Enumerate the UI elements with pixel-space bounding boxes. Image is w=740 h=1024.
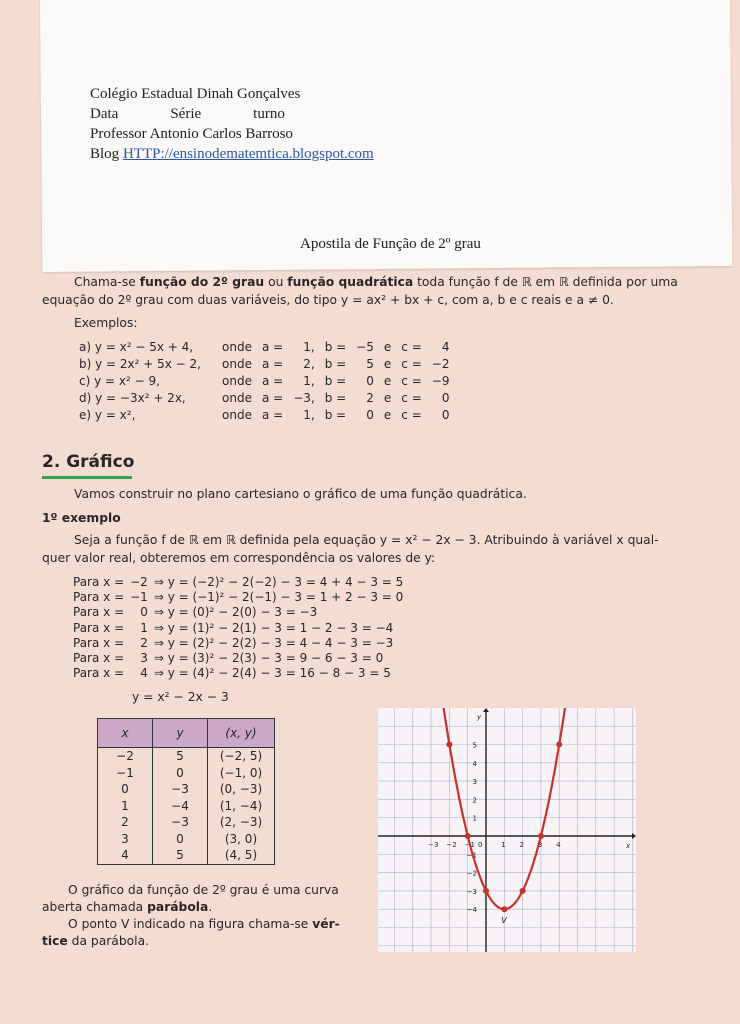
table-cell: (0, −3) xyxy=(208,781,275,798)
calc-para: Para x = xyxy=(73,651,125,666)
school-name: Colégio Estadual Dinah Gonçalves xyxy=(90,86,301,102)
example-e: e xyxy=(383,356,392,371)
example-b: 0 xyxy=(366,373,374,388)
example-b-eq: b = xyxy=(324,390,347,405)
example-row xyxy=(74,355,454,372)
table-cell: −2 xyxy=(98,748,153,765)
y-tick-label: 4 xyxy=(472,759,477,768)
table-cell: (3, 0) xyxy=(208,831,275,848)
table-cell: −4 xyxy=(153,798,208,815)
example-a-eq: a = xyxy=(261,356,284,371)
table-row xyxy=(98,831,275,848)
example-b-eq: b = xyxy=(324,356,347,371)
table-cell: 5 xyxy=(153,847,208,864)
y-tick-label: 5 xyxy=(472,741,477,750)
example-c-eq: c = xyxy=(401,373,422,388)
example-c: −9 xyxy=(431,373,450,388)
example-row xyxy=(74,372,454,389)
data-point xyxy=(501,906,507,912)
example-onde: onde xyxy=(222,407,252,422)
table-cell: 0 xyxy=(153,831,208,848)
intro-paragraph-line2: equação do 2º grau com duas variáveis, do tipo y = ax² + bx + c, com a, b e c reais e a ≠ 0. xyxy=(42,293,614,307)
example-a-eq: a = xyxy=(261,339,284,354)
calc-x: 4 xyxy=(140,666,148,681)
x-tick-label: 1 xyxy=(501,841,506,849)
y-tick-label: −2 xyxy=(466,869,477,878)
calc-para: Para x = xyxy=(73,620,125,635)
blog-label: Blog xyxy=(90,146,120,162)
example-onde: onde xyxy=(222,373,252,388)
y-tick-label: −4 xyxy=(466,906,477,915)
example-e: e xyxy=(383,390,392,405)
x-tick-label: −3 xyxy=(428,841,439,849)
example-onde: onde xyxy=(222,356,252,371)
example-b: 5 xyxy=(366,356,374,371)
table-cell: 0 xyxy=(153,765,208,782)
example-line2: quer valor real, obteremos em correspondência os valores de y: xyxy=(42,551,436,565)
example-onde: onde xyxy=(222,339,252,354)
calc-expr: ⇒ y = (0)² − 2(0) − 3 = −3 xyxy=(153,605,318,620)
date-series-line xyxy=(90,104,374,124)
calc-para: Para x = xyxy=(73,666,125,681)
examples-label: Exemplos: xyxy=(74,316,138,330)
table-cell: 4 xyxy=(98,847,153,864)
closing-line4: tice da parábola. xyxy=(42,934,150,948)
y-tick-label: −1 xyxy=(466,851,477,860)
calc-row xyxy=(70,605,406,620)
date-label: Data xyxy=(90,106,119,122)
calc-row xyxy=(70,666,406,681)
table-cell: (2, −3) xyxy=(208,814,275,831)
x-tick-label: −1 xyxy=(464,841,476,849)
calc-expr: ⇒ y = (−2)² − 2(−2) − 3 = 4 + 4 − 3 = 5 xyxy=(153,574,404,589)
example-c: 4 xyxy=(441,339,450,354)
y-tick-label: 2 xyxy=(472,796,477,805)
calc-row xyxy=(70,650,406,665)
x-tick-label: 3 xyxy=(537,841,543,849)
calc-x: 2 xyxy=(140,635,148,650)
calc-expr: ⇒ y = (2)² − 2(2) − 3 = 4 − 4 − 3 = −3 xyxy=(153,635,394,650)
calc-x: 3 xyxy=(140,651,148,666)
example-b-eq: b = xyxy=(324,407,347,422)
example-c-eq: c = xyxy=(401,390,422,405)
example-b: 0 xyxy=(366,407,374,422)
calc-row xyxy=(70,574,406,589)
example-row xyxy=(74,389,454,406)
example-b-eq: b = xyxy=(324,373,347,388)
example-label: e) y = x², xyxy=(79,407,136,422)
teacher-name: Professor Antonio Carlos Barroso xyxy=(90,126,293,142)
table-cell: −3 xyxy=(153,781,208,798)
example-b: −5 xyxy=(356,339,374,354)
table-header-xy: (x, y) xyxy=(208,719,275,748)
example-row xyxy=(74,406,454,423)
example-e: e xyxy=(383,339,392,354)
table-cell: (−1, 0) xyxy=(208,765,275,782)
example-c-eq: c = xyxy=(401,407,422,422)
calc-x: −2 xyxy=(130,574,148,589)
blog-line xyxy=(90,144,374,164)
table-row xyxy=(98,748,275,765)
example-a: −3, xyxy=(293,390,315,405)
y-tick-label: 3 xyxy=(472,778,477,787)
x-tick-label: −2 xyxy=(446,841,457,849)
calc-expr: ⇒ y = (3)² − 2(3) − 3 = 9 − 6 − 3 = 0 xyxy=(153,651,384,666)
calc-x: 1 xyxy=(140,620,148,635)
section-intro: Vamos construir no plano cartesiano o gráfico de uma função quadrática. xyxy=(74,487,527,501)
vertex-label: V xyxy=(501,916,507,926)
example-c: 0 xyxy=(441,407,450,422)
example-c-eq: c = xyxy=(401,339,422,354)
example-label: c) y = x² − 9, xyxy=(79,373,160,388)
calc-expr: ⇒ y = (1)² − 2(1) − 3 = 1 − 2 − 3 = −4 xyxy=(153,620,394,635)
document-title: Apostila de Função de 2º grau xyxy=(300,236,481,252)
table-cell: (1, −4) xyxy=(208,798,275,815)
y-axis-label: y xyxy=(477,713,482,721)
data-point xyxy=(556,742,562,748)
example-label: d) y = −3x² + 2x, xyxy=(79,390,186,405)
example-a-eq: a = xyxy=(261,390,284,405)
table-header-x: x xyxy=(98,719,153,748)
parabola-graph xyxy=(378,708,636,952)
example-label: a) y = x² − 5x + 4, xyxy=(79,339,194,354)
values-table xyxy=(97,718,275,865)
table-header-y: y xyxy=(153,719,208,748)
example-line1: Seja a função f de ℝ em ℝ definida pela equação y = x² − 2x − 3. Atribuindo à variável x qual- xyxy=(74,533,659,547)
table-cell: 3 xyxy=(98,831,153,848)
table-cell: −3 xyxy=(153,814,208,831)
example-a-eq: a = xyxy=(261,373,284,388)
y-tick-label: 1 xyxy=(472,814,477,823)
data-point xyxy=(538,833,544,839)
table-cell: 5 xyxy=(153,748,208,765)
closing-line3: O ponto V indicado na figura chama-se vér- xyxy=(68,917,340,931)
x-axis-label: x xyxy=(626,842,631,850)
blog-link[interactable]: HTTP://ensinodematemtica.blogspot.com xyxy=(122,146,374,162)
intro-paragraph-line1: Chama-se função do 2º grau ou função quadrática toda função f de ℝ em ℝ definida por uma xyxy=(74,275,678,289)
x-tick-label: 4 xyxy=(556,841,561,849)
example-c: −2 xyxy=(431,356,450,371)
closing-line2: aberta chamada parábola. xyxy=(42,900,213,914)
calc-para: Para x = xyxy=(73,589,125,604)
data-point xyxy=(446,742,452,748)
table-cell: 2 xyxy=(98,814,153,831)
example-onde: onde xyxy=(222,390,252,405)
calc-x: 0 xyxy=(140,605,148,620)
examples-table xyxy=(74,338,454,423)
shift-label: turno xyxy=(253,106,285,122)
section-underline xyxy=(42,476,132,479)
table-cell: −1 xyxy=(98,765,153,782)
y-tick-label: −3 xyxy=(466,887,477,896)
table-cell: 1 xyxy=(98,798,153,815)
table-row xyxy=(98,814,275,831)
calc-expr: ⇒ y = (−1)² − 2(−1) − 3 = 1 + 2 − 3 = 0 xyxy=(153,589,404,604)
calc-row xyxy=(70,620,406,635)
example-c: 0 xyxy=(441,390,450,405)
example-e: e xyxy=(383,373,392,388)
calc-x: −1 xyxy=(130,589,148,604)
calculation-table xyxy=(70,574,406,681)
example-a-eq: a = xyxy=(261,407,284,422)
example-a: 1, xyxy=(303,373,315,388)
calc-row xyxy=(70,589,406,604)
document-header xyxy=(90,84,374,164)
table-caption: y = x² − 2x − 3 xyxy=(132,690,229,704)
calc-para: Para x = xyxy=(73,605,125,620)
data-point xyxy=(483,888,489,894)
table-row xyxy=(98,847,275,864)
table-row xyxy=(98,765,275,782)
calc-para: Para x = xyxy=(73,574,125,589)
closing-line1: O gráfico da função de 2º grau é uma curva xyxy=(68,883,339,897)
section-title: 2. Gráfico xyxy=(42,452,135,472)
x-tick-label: 0 xyxy=(478,841,483,849)
example-c-eq: c = xyxy=(401,356,422,371)
calc-para: Para x = xyxy=(73,635,125,650)
table-cell: (4, 5) xyxy=(208,847,275,864)
data-point xyxy=(520,888,526,894)
example-b-eq: b = xyxy=(324,339,347,354)
example-a: 1, xyxy=(303,407,315,422)
example-label: 1º exemplo xyxy=(42,511,121,525)
example-a: 1, xyxy=(303,339,315,354)
table-row xyxy=(98,781,275,798)
example-a: 2, xyxy=(303,356,315,371)
x-tick-label: 2 xyxy=(519,841,525,849)
table-cell: 0 xyxy=(98,781,153,798)
series-label: Série xyxy=(170,106,202,122)
data-point xyxy=(465,833,471,839)
table-cell: (−2, 5) xyxy=(208,748,275,765)
example-label: b) y = 2x² + 5x − 2, xyxy=(79,356,201,371)
table-row xyxy=(98,798,275,815)
calc-row xyxy=(70,635,406,650)
example-row xyxy=(74,338,454,355)
calc-expr: ⇒ y = (4)² − 2(4) − 3 = 16 − 8 − 3 = 5 xyxy=(153,666,391,681)
example-e: e xyxy=(383,407,392,422)
example-b: 2 xyxy=(366,390,374,405)
